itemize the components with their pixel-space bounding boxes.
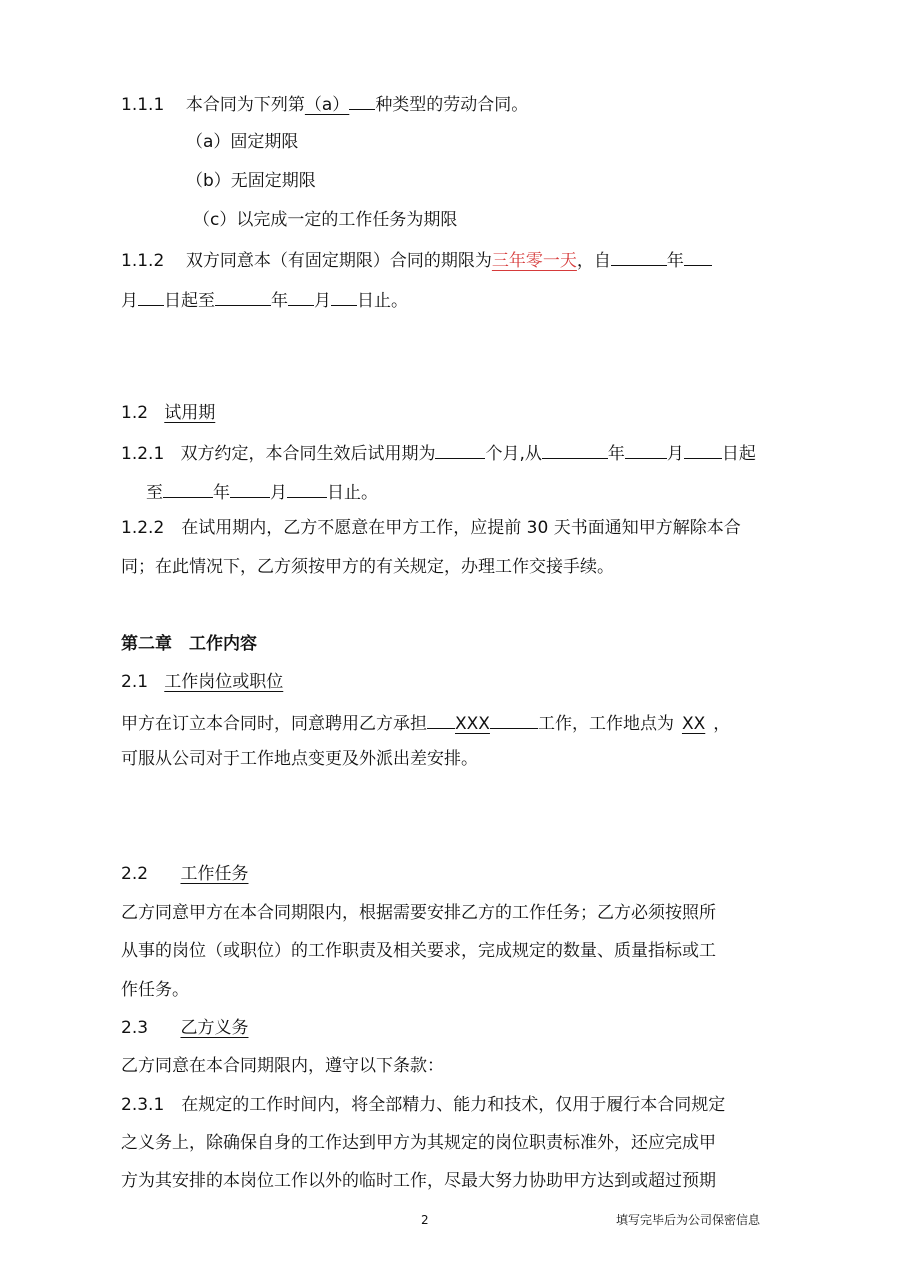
confidential-note: 填写完毕后为公司保密信息 — [616, 1213, 761, 1227]
clause-1-1-1 — [121, 91, 528, 116]
section-2-1-heading — [121, 671, 283, 693]
section-title: 工作任务 — [180, 864, 249, 884]
clause-text: 种类型的劳动合同。 — [375, 95, 529, 115]
clause-text: 至 — [146, 483, 163, 503]
section-2-3-heading — [121, 1017, 248, 1039]
blank-field — [435, 440, 485, 459]
clause-text: 日起 — [721, 444, 756, 464]
clause-text: ，自 — [576, 251, 611, 271]
contract-term-value: 三年零一天 — [491, 251, 577, 271]
section-number: 2.2 — [121, 864, 149, 884]
blank-field — [287, 479, 327, 498]
clause-text: 月 — [314, 291, 331, 311]
contract-type-value: （a） — [304, 95, 350, 115]
clause-1-1-2 — [121, 247, 712, 272]
clause-1-1-2-cont — [121, 287, 408, 312]
clause-text: 年 — [271, 291, 288, 311]
clause-text: 月 — [666, 444, 684, 464]
section-number: 2.1 — [121, 672, 149, 692]
clause-text: 双方约定，本合同生效后试用期为 — [180, 444, 436, 464]
section-2-2-heading — [121, 863, 248, 885]
section-2-3-intro: 乙方同意在本合同期限内，遵守以下条款： — [121, 1056, 444, 1076]
section-title: 工作岗位或职位 — [164, 672, 284, 692]
blank-field — [288, 287, 314, 306]
clause-text: 工作，工作地点为 — [537, 714, 674, 734]
section-title: 乙方义务 — [180, 1018, 249, 1038]
clause-text: ， — [713, 714, 731, 734]
clause-text: 日起至 — [164, 291, 215, 311]
clause-2-3-1-line1: 2.3.1 在规定的工作时间内，将全部精力、能力和技术，仅用于履行本合同规定 — [121, 1095, 726, 1115]
workplace-value: XX — [681, 714, 706, 734]
clause-number: 1.2.1 — [121, 444, 165, 464]
clause-1-2-1-cont — [146, 479, 378, 504]
clause-text: 月 — [270, 483, 287, 503]
blank-field — [138, 287, 164, 306]
blank-field — [611, 247, 667, 266]
clause-text: 本合同为下列第 — [185, 95, 305, 115]
chapter-2-title: 第二章 工作内容 — [121, 634, 257, 654]
clause-text: 双方同意本（有固定期限）合同的期限为 — [185, 251, 492, 271]
section-2-1-para-line2: 可服从公司对于工作地点变更及外派出差安排。 — [121, 749, 478, 769]
section-2-1-para — [121, 710, 730, 735]
section-number: 1.2 — [121, 403, 149, 423]
clause-text: 年 — [666, 251, 684, 271]
clause-number: 1.1.1 — [121, 95, 165, 115]
option-a: （a）固定期限 — [186, 132, 299, 152]
blank-field — [684, 440, 722, 459]
clause-text: 年 — [213, 483, 230, 503]
blank-field — [625, 440, 667, 459]
clause-text: 个月,从 — [485, 444, 542, 464]
clause-1-2-1 — [121, 440, 756, 465]
section-2-2-line3: 作任务。 — [121, 980, 189, 1000]
option-b: （b）无固定期限 — [186, 171, 316, 191]
page-number: 2 — [421, 1213, 429, 1227]
blank-field — [684, 247, 712, 266]
blank-field — [331, 287, 357, 306]
clause-number: 1.1.2 — [121, 251, 165, 271]
section-number: 2.3 — [121, 1018, 149, 1038]
section-2-2-line1: 乙方同意甲方在本合同期限内，根据需要安排乙方的工作任务；乙方必须按照所 — [121, 903, 716, 923]
blank-field — [542, 440, 608, 459]
section-1-2-heading — [121, 402, 215, 424]
blank-field — [230, 479, 270, 498]
blank-field — [163, 479, 213, 498]
clause-1-2-2-line1: 1.2.2 在试用期内，乙方不愿意在甲方工作，应提前 30 天书面通知甲方解除本合 — [121, 518, 741, 538]
clause-text: 日止。 — [327, 483, 378, 503]
clause-text: 年 — [607, 444, 625, 464]
blank-field — [490, 710, 538, 729]
clause-text: 月 — [121, 291, 138, 311]
section-2-2-line2: 从事的岗位（或职位）的工作职责及相关要求，完成规定的数量、质量指标或工 — [121, 941, 716, 961]
job-value: XXX — [455, 714, 490, 734]
clause-2-3-1-line2: 之义务上，除确保自身的工作达到甲方为其规定的岗位职责标准外，还应完成甲 — [121, 1133, 716, 1153]
clause-2-3-1-line3: 方为其安排的本岗位工作以外的临时工作，尽最大努力协助甲方达到或超过预期 — [121, 1171, 716, 1191]
clause-text: 日止。 — [357, 291, 408, 311]
blank-field — [215, 287, 271, 306]
option-c: （c）以完成一定的工作任务为期限 — [193, 210, 458, 230]
blank-field — [349, 91, 375, 110]
clause-1-2-2-line2: 同；在此情况下，乙方须按甲方的有关规定，办理工作交接手续。 — [121, 557, 614, 577]
blank-field — [427, 710, 455, 729]
clause-text: 甲方在订立本合同时，同意聘用乙方承担 — [121, 714, 427, 734]
section-title: 试用期 — [164, 403, 216, 423]
